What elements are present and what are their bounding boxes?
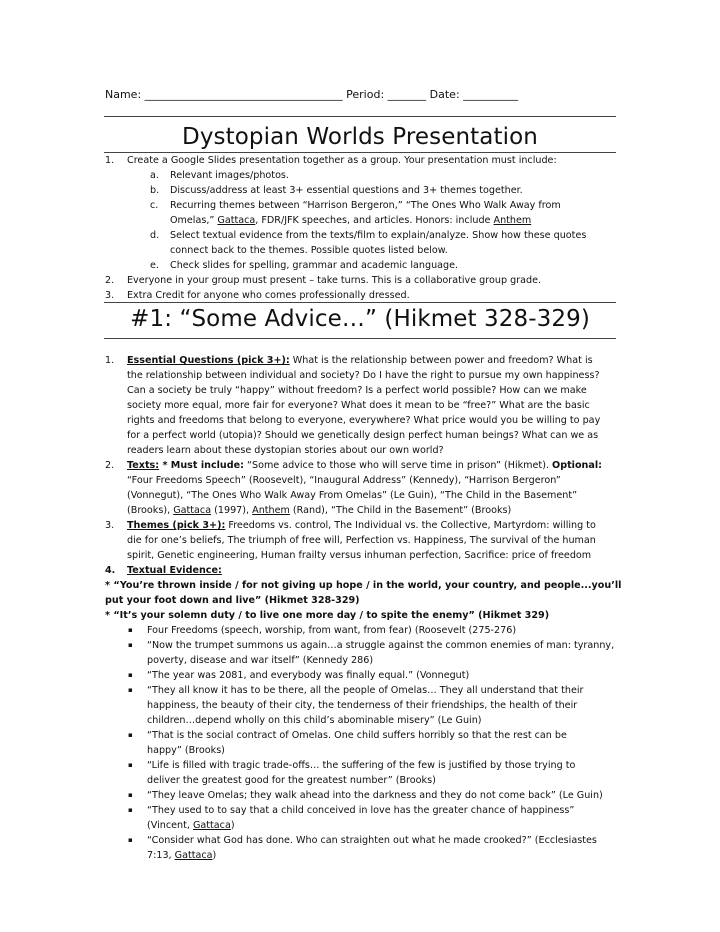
text: Freedoms vs. control, The Individual vs. the Collective, Martyrdom: willing to (225, 520, 596, 531)
list-item-continued (147, 818, 235, 833)
list-item-continued: poverty, disease and war itself” (Kennedy 286) (147, 655, 374, 666)
bullet-icon: ▪ (128, 761, 133, 769)
text: , FDR/JFK speeches, and articles. Honors: include (255, 215, 494, 226)
list-number: 4. (105, 565, 116, 576)
list-item: Create a Google Slides presentation together as a group. Your presentation must include: (127, 155, 557, 166)
text-line: for a perfect world (utopia)? Should we genetically design perfect human beings? What can we as (127, 430, 599, 441)
list-item: Select textual evidence from the texts/film to explain/analyze. Show how these quotes (170, 230, 587, 241)
text: “Some advice to those who will serve time in prison” (Hikmet). (243, 460, 553, 471)
text-line: die for one’s beliefs, The triumph of free will, Perfection vs. Happiness, The survival of the human (127, 535, 596, 546)
list-item: “That is the social contract of Omelas. One child suffers horribly so that the rest can be (147, 730, 567, 741)
text-line: rights and freedoms that belong to everyone, everywhere? What price would you be willing to pay (127, 415, 601, 426)
list-item-continued: connect back to the themes. Possible quotes listed below. (170, 245, 448, 256)
list-number: 1. (105, 355, 115, 366)
list-item: Check slides for spelling, grammar and academic language. (170, 260, 459, 271)
label: Themes (pick 3+): (127, 520, 226, 531)
text-line: “Four Freedoms Speech” (Roosevelt), “Inaugural Address” (Kennedy), “Harrison Bergeron” (127, 475, 561, 486)
text: What is the relationship between power and freedom? What is (289, 355, 593, 366)
list-item: Everyone in your group must present – take turns. This is a collaborative group grade. (127, 275, 542, 286)
bullet-icon: ▪ (128, 791, 133, 799)
list-item-continued: happy” (Brooks) (147, 745, 225, 756)
text-line: readers learn about these dystopian stories about our own world? (127, 445, 444, 456)
title-gattaca: Gattaca (173, 505, 212, 516)
name-period-date-line: Name: ____________________________________ Period: _______ Date: __________ (105, 88, 519, 101)
text: Omelas,” (170, 215, 218, 226)
list-number: 1. (105, 155, 115, 166)
quote: * “It’s your solemn duty / to live one more day / to spite the enemy” (Hikmet 329) (105, 610, 550, 621)
bullet-icon: ▪ (128, 641, 133, 649)
text: ) (212, 850, 217, 861)
list-item: Recurring themes between “Harrison Bergeron,” “The Ones Who Walk Away from (170, 200, 561, 211)
list-item-continued: children…depend wholly on this child’s abominable misery” (Le Guin) (147, 715, 482, 726)
list-item: Relevant images/photos. (170, 170, 289, 181)
title-anthem: Anthem (493, 215, 532, 226)
divider (104, 302, 616, 303)
list-item: Four Freedoms (speech, worship, from want, from fear) (Roosevelt (275-276) (147, 625, 517, 636)
list-item: Extra Credit for anyone who comes professionally dressed. (127, 290, 410, 301)
page-title: Dystopian Worlds Presentation (182, 124, 538, 150)
bullet-icon: ▪ (128, 731, 133, 739)
bullet-icon: ▪ (128, 626, 133, 634)
list-item: “They all know it has to be there, all the people of Omelas… They all understand that their (147, 685, 584, 696)
list-item: Discuss/address at least 3+ essential questions and 3+ themes together. (170, 185, 523, 196)
quote: * “You’re thrown inside / for not giving up hope / in the world, your country, and people...you’ll (105, 580, 622, 591)
label: Texts: (127, 460, 160, 471)
bullet-icon: ▪ (128, 671, 133, 679)
list-letter: b. (150, 185, 160, 196)
text-line: spirit, Genetic engineering, Human frailty versus inhuman perfection, Sacrifice: price of freedom (127, 550, 592, 561)
text: (1997), (211, 505, 253, 516)
list-item: “They used to to say that a child conceived in love has the greater chance of happiness” (147, 805, 575, 816)
list-item: “The year was 2081, and everybody was finally equal.” (Vonnegut) (147, 670, 470, 681)
list-item: “Now the trumpet summons us again…a struggle against the common enemies of man: tyranny, (147, 640, 615, 651)
list-letter: d. (150, 230, 160, 241)
quote: put your foot down and live” (Hikmet 328-329) (105, 595, 360, 606)
list-number: 2. (105, 275, 115, 286)
divider (104, 116, 616, 117)
bullet-icon: ▪ (128, 686, 133, 694)
list-number: 3. (105, 520, 115, 531)
list-letter: e. (150, 260, 159, 271)
list-item-continued (147, 848, 216, 863)
title-gattaca: Gattaca (217, 215, 256, 226)
list-item: “Life is filled with tragic trade-offs… the suffering of the few is justified by those trying to (147, 760, 576, 771)
title-anthem: Anthem (252, 505, 290, 516)
list-item-continued (170, 213, 531, 228)
bullet-icon: ▪ (128, 836, 133, 844)
list-item-continued: happiness, the beauty of their city, the tenderness of their friendships, the health of their (147, 700, 578, 711)
section-title: #1: “Some Advice…” (Hikmet 328-329) (130, 306, 590, 332)
text: (Brooks), (127, 505, 174, 516)
list-number: 2. (105, 460, 115, 471)
text: (Vincent, (147, 820, 193, 831)
texts (127, 458, 602, 473)
themes (127, 518, 596, 533)
list-item-continued: deliver the greatest good for the greatest number” (Brooks) (147, 775, 436, 786)
text-line (127, 503, 511, 518)
text-line: (Vonnegut), “The Ones Who Walk Away From Omelas” (Le Guin), “The Child in the Basement” (127, 490, 578, 501)
title-gattaca: Gattaca (192, 820, 231, 831)
text: (Rand), “The Child in the Basement” (Brooks) (289, 505, 512, 516)
textual-evidence-label: Textual Evidence: (127, 565, 222, 576)
list-item: “They leave Omelas; they walk ahead into the darkness and they do not come back” (Le Guin) (147, 790, 603, 801)
list-number: 3. (105, 290, 115, 301)
divider (104, 338, 616, 339)
text-line: the relationship between individual and society? Do I have the right to pursue my own happiness? (127, 370, 600, 381)
text-line: Can a society be truly “happy” without freedom? Is a perfect world possible? How can we make (127, 385, 587, 396)
label: Essential Questions (pick 3+): (127, 355, 290, 366)
bullet-icon: ▪ (128, 806, 133, 814)
label: Optional: (552, 460, 602, 471)
text-line: society more equal, more fair for everyone? What does it mean to be “free?” What are the basic (127, 400, 590, 411)
essential-questions (127, 353, 593, 368)
label: * Must include: (159, 460, 244, 471)
title-gattaca: Gattaca (174, 850, 213, 861)
text: ) (230, 820, 235, 831)
list-letter: a. (150, 170, 159, 181)
list-item: “Consider what God has done. Who can straighten out what he made crooked?” (Ecclesiastes (147, 835, 597, 846)
list-letter: c. (150, 200, 159, 211)
text: 7:13, (147, 850, 175, 861)
